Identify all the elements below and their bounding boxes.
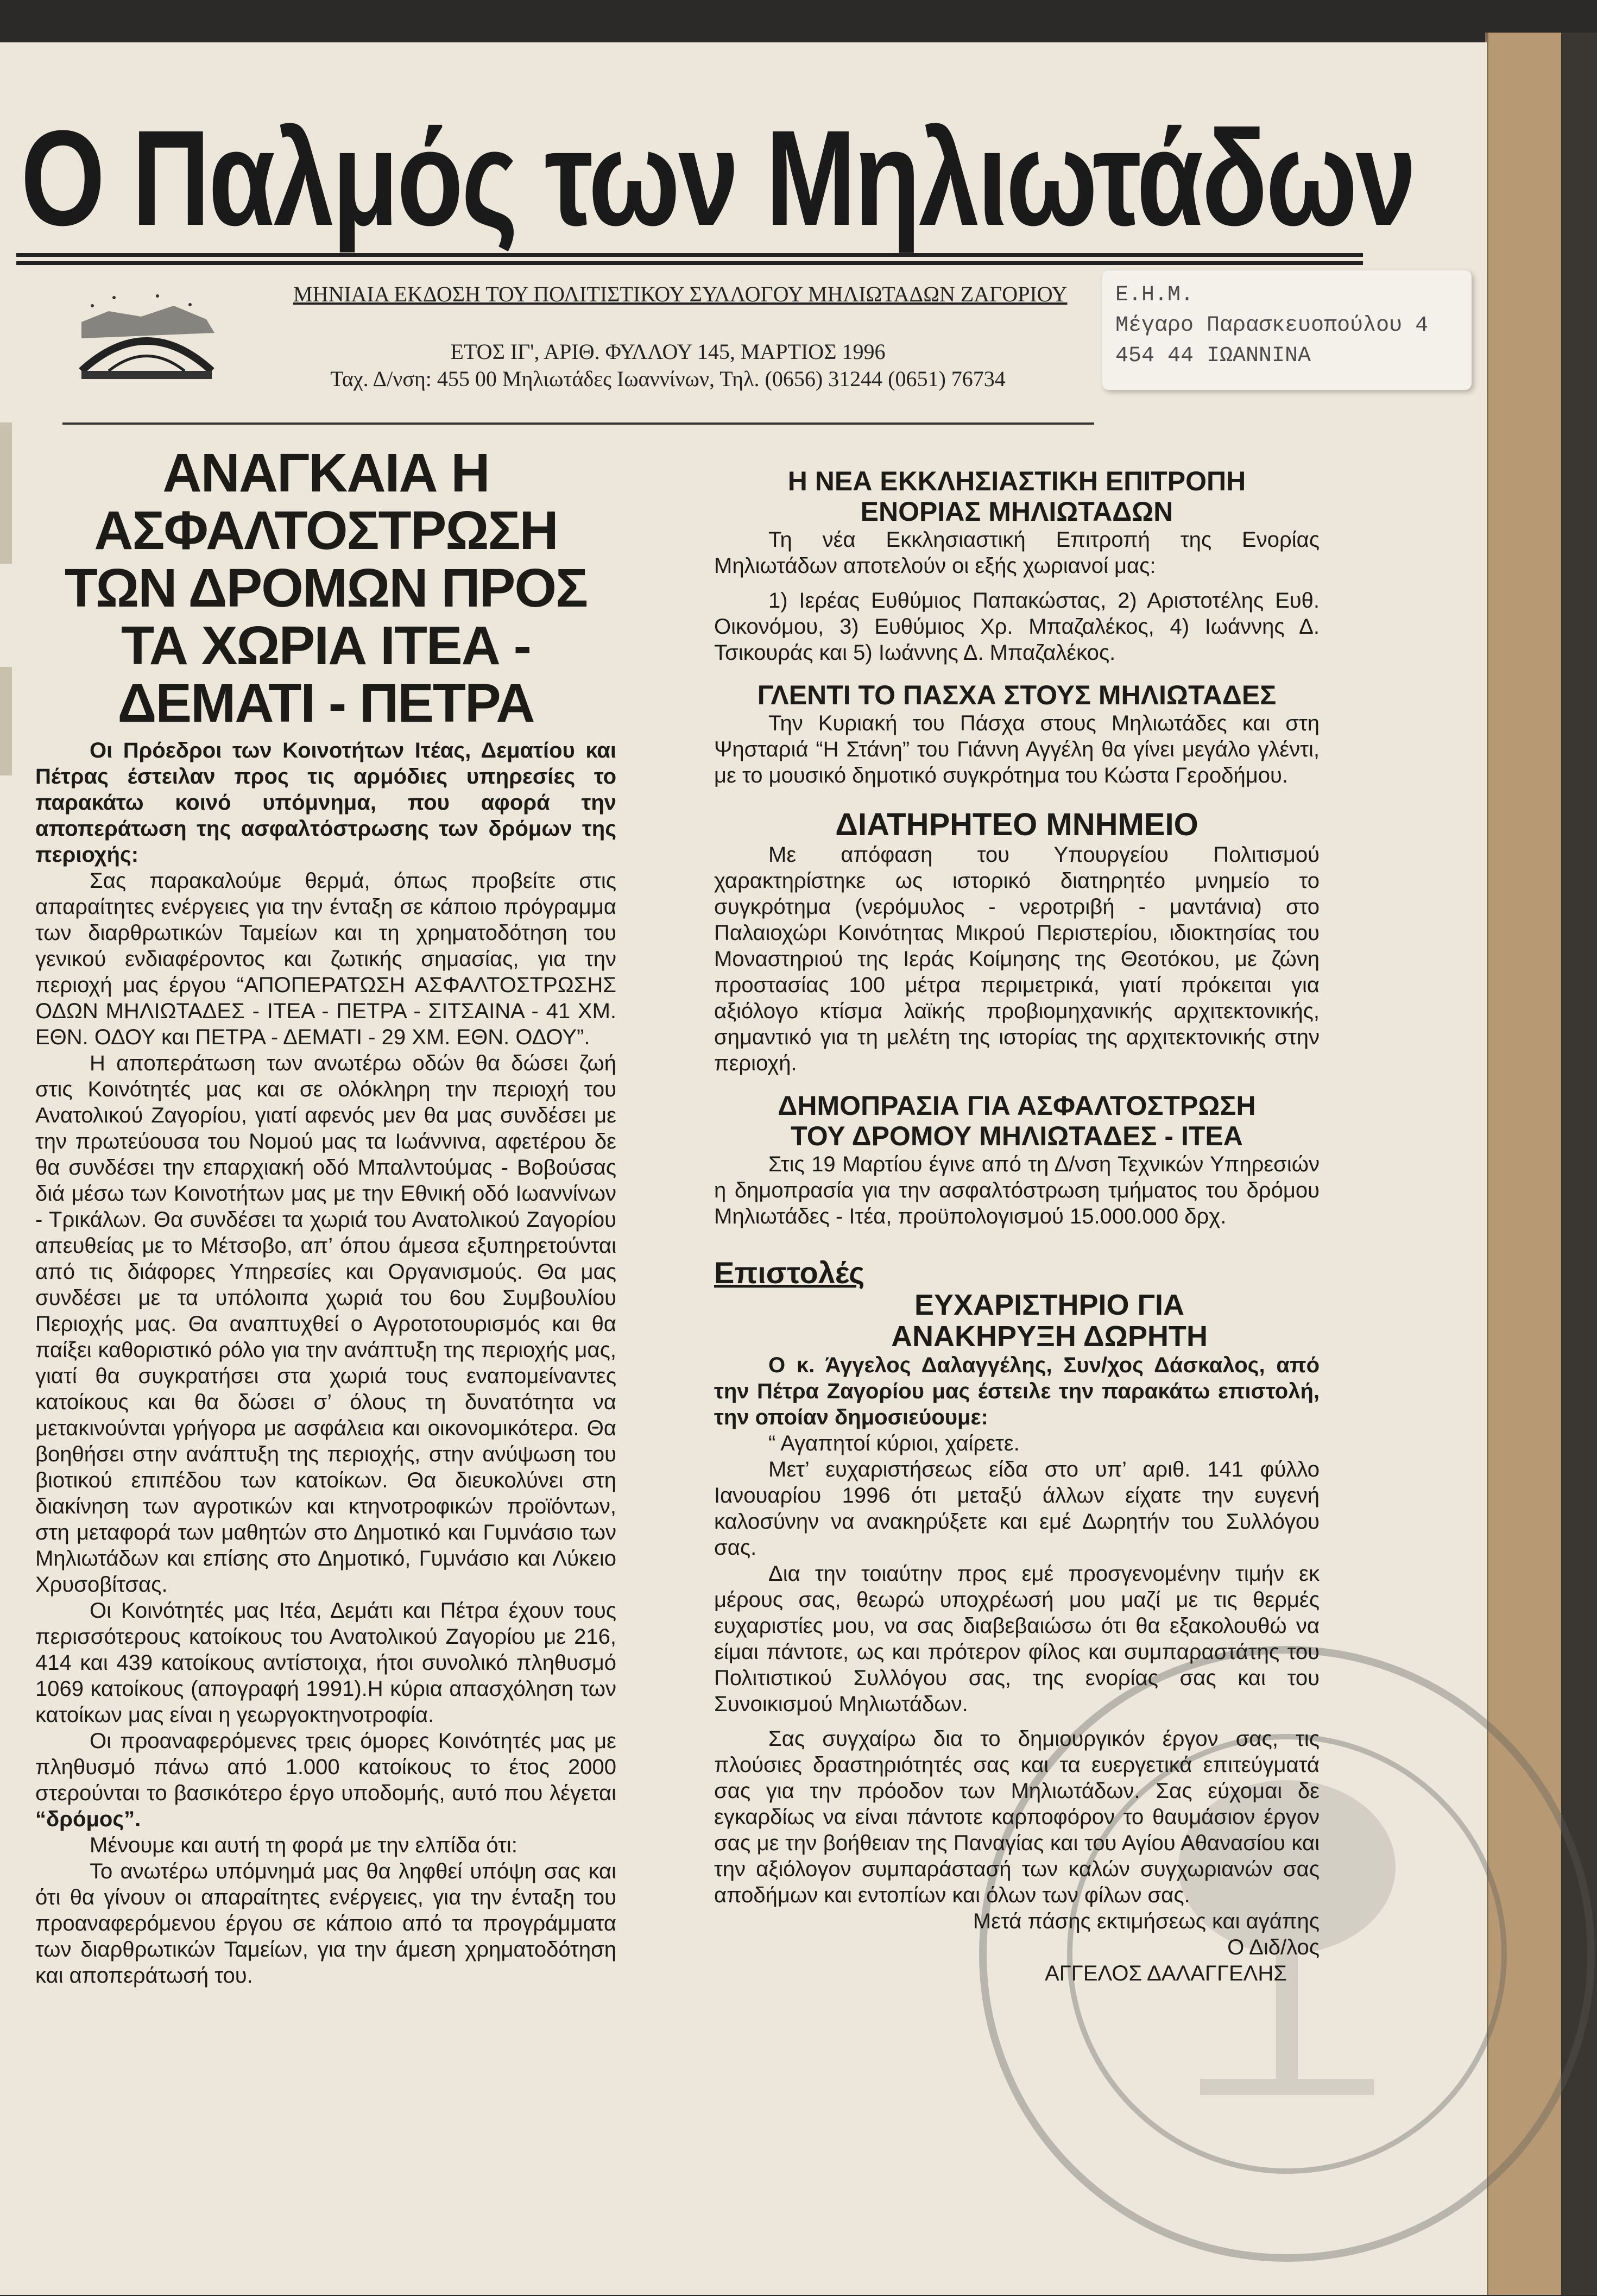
paragraph: Μένουμε και αυτή τη φορά με την ελπίδα ότι: (90, 1833, 517, 1857)
auction-article (714, 1090, 1320, 1229)
label-line: Ε.Η.Μ. (1115, 283, 1194, 307)
section-label: Επιστολές (714, 1256, 865, 1290)
paragraph: Δια την τοιαύτην προς εμέ προσγενομένην τιμήν εκ μέρους σας, θεωρώ υποχρέωσή μου μαζί με τις θερμές ευχαριστίες μου, να σας διαβεβαιώσω ότι θα εξακολουθώ να είμαι πάντοτε, ως και πρότερον φίλος και συμπαραστάτης του Πολιτιστικού Συλλόγου σας, της ενορίας σας και του Συνοικισμού Μηλιωτάδων. (714, 1562, 1320, 1716)
letter-closing: Μετά πάσης εκτιμήσεως και αγάπης (973, 1909, 1320, 1933)
masthead-double-rule (16, 253, 1363, 265)
paragraph-text: Οι προαναφερόμενες τρεις όμορες Κοινότητές μας με πληθυσμό πάνω από 1.000 κατοίκους το έτος 2000 στερούνται το βασικότερο έργο υποδομής, αυτό που λέγεται (35, 1729, 616, 1805)
paragraph: Με απόφαση του Υπουργείου Πολιτισμού χαρακτηρίστηκε ως ιστορικό διατηρητέο μνημείο το συγκρότημα (νερόμυλος - νεροτριβή - μαντάνια) στο Παλαιοχώρι Κοινότητας Μικρού Περιστερίου, ιδιοκτησίας του Μοναστηριού της Ιεράς Κοίμησης της Θεοτόκου, με ζώνη προστασίας 100 μέτρα περιμετρικά, γιατί πρόκειται για αξιόλογο κτίσμα λαϊκής προβιομηχανικής αρχιτεκτονικής, σημαντικό για τη μελέτη της ιστορίας της αρχιτεκτονικής στην περιοχή. (714, 843, 1320, 1075)
issue-number: ΕΤΟΣ ΙΓ', ΑΡΙΘ. ΦΥΛΛΟΥ 145, ΜΑΡΤΙΟΣ 1996 (450, 339, 886, 364)
paragraph: Στις 19 Μαρτίου έγινε από τη Δ/νση Τεχνικών Υπηρεσιών η δημοπρασία για την ασφαλτόστρωση τμήματος του δρόμου Μηλιωτάδες - Ιτέα, προϋπολογισμού 15.000.000 δρχ. (714, 1152, 1320, 1228)
paragraph: Μετ’ ευχαριστήσεως είδα στο υπ’ αριθ. 141 φύλλο Ιανουαρίου 1996 ότι μεταξύ άλλων είχατε την ευγενή καλοσύνην να ανακηρύξετε και εμέ Δωρητήν του Συλλόγου σας. (714, 1458, 1320, 1560)
postal-address: Ταχ. Δ/νση: 455 00 Μηλιωτάδες Ιωαννίνων, Τηλ. (0656) 31244 (0651) 76734 (330, 367, 1006, 391)
headline-line: ΤΑ ΧΩΡΙΑ ΙΤΕΑ - (121, 615, 531, 676)
label-line: Μέγαρο Παρασκευοπούλου 4 (1115, 313, 1429, 338)
article-heading: ΓΛΕΝΤΙ ΤΟ ΠΑΣΧΑ ΣΤΟΥΣ ΜΗΛΙΩΤΑΔΕΣ (757, 680, 1277, 710)
headline-line: ΤΩΝ ΔΡΟΜΩΝ ΠΡΟΣ (64, 558, 588, 619)
easter-article (714, 680, 1320, 789)
headline-line: ΑΝΑΓΚΑΙΑ Η (162, 443, 489, 503)
article-lead: Οι Πρόεδροι των Κοινοτήτων Ιτέας, Δεματίου και Πέτρας έστειλαν προς τις αρμόδιες υπηρεσίες το παρακάτω κοινό υπόμνημα, που αφορά την αποπεράτωση της ασφαλτόστρωσης των δρόμων της περιοχής: (35, 739, 616, 867)
paragraph: Σας παρακαλούμε θερμά, όπως προβείτε στις απαραίτητες ενέργειες για την ένταξη σε κάποιο πρόγραμμα των διαρθρωτικών Ταμείων και τη χρηματοδότηση του γενικού ενδιαφέροντος και ζωτικής σημασίας, για την περιοχή μας έργου “ΑΠΟΠΕΡΑΤΩΣΗ ΑΣΦΑΛΤΟΣΤΡΩΣΗΣ ΟΔΩΝ ΜΗΛΙΩΤΑΔΕΣ - ΙΤΕΑ - ΠΕΤΡΑ - ΣΙΤΣΑΙΝΑ - 41 ΧΜ. ΕΘΝ. ΟΔΟΥ και ΠΕΤΡΑ - ΔΕΜΑΤΙ - 29 ΧΜ. ΕΘΝ. ΟΔΟΥ”. (35, 869, 616, 1049)
paragraph: Το ανωτέρω υπόμνημά μας θα ληφθεί υπόψη σας και ότι θα γίνουν οι απαραίτητες ενέργειες, για την ένταξη του προαναφερόμενου έργου σε κάποιο από τα προγράμματα των διαρθρωτικών Ταμείων, για την άμεση χρηματοδότηση και αποπεράτωσή του. (35, 1859, 616, 1988)
paragraph (35, 1728, 616, 1832)
monument-article (714, 808, 1320, 1076)
headline-line: ΔΕΜΑΤΙ - ΠΕΤΡΑ (117, 673, 534, 734)
left-margin-stamp-fragment (0, 422, 12, 564)
heading-line: ΔΗΜΟΠΡΑΣΙΑ ΓΙΑ ΑΣΦΑΛΤΟΣΤΡΩΣΗ (778, 1090, 1256, 1121)
article-lead: Ο κ. Άγγελος Δαλαγγέλης, Συν/χος Δάσκαλος, από την Πέτρα Ζαγορίου μας έστειλε την παρακάτω επιστολή, την οποίαν δημοσιεύουμε: (714, 1353, 1320, 1429)
letters-article (714, 1257, 1320, 1986)
header-rule (62, 422, 1094, 425)
letter-signoff: Ο Διδ/λος (1227, 1935, 1320, 1959)
label-line: 454 44 ΙΩΑΝΝΙΝΑ (1115, 344, 1311, 368)
heading-line: ΤΟΥ ΔΡΟΜΟΥ ΜΗΛΙΩΤΑΔΕΣ - ΙΤΕΑ (791, 1121, 1243, 1151)
committee-article (714, 466, 1320, 666)
heading-line: ΑΝΑΚΗΡΥΞΗ ΔΩΡΗΤΗ (891, 1320, 1208, 1353)
article-heading (714, 1090, 1320, 1151)
paragraph: Την Κυριακή του Πάσχα στους Μηλιωτάδες και στη Ψησταριά “Η Στάνη” του Γιάννη Αγγέλη θα γίνει μεγάλο γλέντι, με το μουσικό δημοτικό συγκρότημα του Κώστα Γεροδήμου. (714, 711, 1320, 787)
article-body (35, 737, 616, 1989)
masthead-subtitle: ΜΗΝΙΑΙΑ ΕΚΔΟΣΗ ΤΟΥ ΠΟΛΙΤΙΣΤΙΚΟΥ ΣΥΛΛΟΓΟΥ ΜΗΛΙΩΤΑΔΩΝ ΖΑΓΟΡΙΟΥ (293, 282, 1068, 306)
bridge-logo-icon (76, 289, 220, 384)
article-heading (714, 466, 1320, 527)
issue-info (261, 338, 1075, 393)
newspaper-page (0, 42, 1487, 2295)
left-margin-stamp-fragment (0, 667, 12, 775)
heading-line: ΕΝΟΡΙΑΣ ΜΗΛΙΩΤΑΔΩΝ (860, 496, 1173, 527)
paragraph: Οι Κοινότητές μας Ιτέα, Δεμάτι και Πέτρα έχουν τους περισσότερους κατοίκους του Ανατολικού Ζαγορίου με 216, 414 και 439 κατοίκους αντίστοιχα, ήτοι συνολικό πληθυσμό 1069 κατοίκους (απογραφή 1991).Η κύρια απασχόληση των κατοίκων μας είναι η γεωργοκτηνοτροφία. (35, 1599, 616, 1727)
paragraph: 1) Ιερέας Ευθύμιος Παπακώστας, 2) Αριστοτέλης Ευθ. Οικονόμου, 3) Ευθύμιος Χρ. Μπαζαλέκος, 4) Ιωάννης Δ. Τσικουράς και 5) Ιωάννης Δ. Μπαζαλέκος. (714, 589, 1320, 665)
paragraph: Σας συγχαίρω δια το δημιουργικόν έργον σας, τις πλούσιες δραστηριότητές σας και τα ευεργετικά επιτεύγματά σας για την πρόοδον των Μηλιωτάδων. Σας εύχομαι δε εγκαρδίως να είναι πάντοτε καρποφόρον το θαυμάσιον έργον σας με την βοήθειαν της Παναγίας και του Αγίου Αθανασίου και την αξιόλογον συμπαράστασή των καλών συγχωριανών σας αποδήμων και εντοπίων και όλων των φίλων σας. (714, 1727, 1320, 1907)
address-label-sticker (1102, 270, 1472, 390)
letter-greeting: “ Αγαπητοί κύριοι, χαίρετε. (768, 1431, 1020, 1455)
paragraph: Η αποπεράτωση των ανωτέρω οδών θα δώσει ζωή στις Κοινότητές μας και σε ολόκληρη την περιοχή του Ανατολικού Ζαγορίου, γιατί αφενός μεν θα μας συνδέσει με την πρωτεύουσα του Νομού μας τα Ιωάννινα, αφετέρου δε θα συνδέσει την επαρχιακή οδό Μπαλντούμας - Βοβούσας διά μέσω των Κοινοτήτων μας με την Εθνική οδό Ιωαννίνων - Τρικάλων. Θα συνδέσει τα χωριά του Ανατολικού Ζαγορίου απευθείας με το Μέτσοβο, απ’ όπου άμεσα εξυπηρετούνται από τις διάφορες Υπηρεσίες και Οργανισμούς. Θα μας συνδέσει με τα υπόλοιπα χωριά του 6ου Συμβουλίου Περιοχής μας. Θα αναπτυχθεί ο Αγροτοτουρισμός και θα παίξει καθοριστικό ρόλο για την ανάπτυξη της περιοχής μας, γιατί θα συγκρατήσει στα χωριά τους εναπομείναντες κατοίκους και θα δώσει σ’ όλους τη δυνατότητα να μετακινούνται γρήγορα με ασφάλεια και οικονομικότερα. Θα βοηθήσει στην ανάπτυξη της περιοχής, στην ανύψωση του βιοτικού επιπέδου των κατοίκων. Θα διευκολύνει στη διακίνηση των αγροτικών και κτηνοτροφικών προϊόντων, στη μεταφορά των μαθητών στο Δημοτικό και Γυμνάσιο των Μηλιωτάδων και επίσης στο Δημοτικό, Γυμνάσιο και Λύκειο Χρυσοβίτσας. (35, 1051, 616, 1597)
article-heading (714, 1289, 1320, 1352)
heading-line: ΕΥΧΑΡΙΣΤΗΡΙΟ ΓΙΑ (914, 1289, 1184, 1321)
emphasis-road: “δρόμος”. (35, 1807, 141, 1831)
heading-line: Η ΝΕΑ ΕΚΚΛΗΣΙΑΣΤΙΚΗ ΕΠΙΤΡΟΠΗ (787, 466, 1246, 496)
left-article (35, 444, 616, 1989)
right-column (714, 466, 1320, 1986)
letter-signature: ΑΓΓΕΛΟΣ ΔΑΛΑΓΓΕΛΗΣ (1045, 1961, 1287, 1985)
masthead-title: Ο Παλμός των Μηλιωτάδων (21, 102, 1415, 254)
article-heading: ΔΙΑΤΗΡΗΤΕΟ ΜΝΗΜΕΙΟ (835, 807, 1198, 842)
headline-line: ΑΣΦΑΛΤΟΣΤΡΩΣΗ (94, 500, 558, 561)
paragraph: Τη νέα Εκκλησιαστική Επιτροπή της Ενορίας Μηλιωτάδων αποτελούν οι εξής χωριανοί μας: (714, 528, 1320, 578)
article-headline (35, 444, 616, 732)
